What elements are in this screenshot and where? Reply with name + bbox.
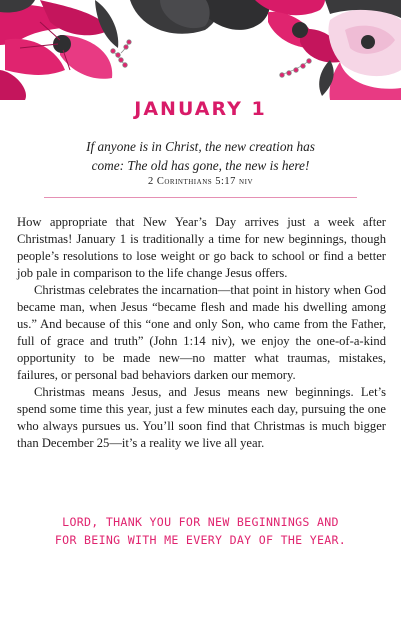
scripture-verse xyxy=(40,137,361,175)
paragraph-3: Christmas means Jesus, and Jesus means new beginnings. Let’s spend some time this year, just a few minutes each day, pursuing the one who always pursues us. You’ll soon find that Christmas is much bigger than December 25—it’s a reality we live all year. xyxy=(17,385,386,450)
verse-line-2: come: The old has gone, the new is here! xyxy=(91,158,310,173)
page-title: JANUARY 1 xyxy=(134,98,267,120)
paragraph-1: How appropriate that New Year’s Day arrives just a week after Christmas! January 1 is traditionally a time for new beginnings, though people’s resolutions to lose weight or go back to school or find a better job pale in comparison to the life change Jesus offers. xyxy=(17,215,386,280)
light-pink-flower xyxy=(328,9,401,100)
dark-flower-center xyxy=(130,0,270,34)
prayer-line-2: FOR BEING WITH ME EVERY DAY OF THE YEAR. xyxy=(54,533,347,547)
devotional-body xyxy=(17,214,386,452)
paragraph-2: Christmas celebrates the incarnation—that point in history when God became man, when Jesus “became flesh and made his dwelling among us.” And because of this “one and only Son, who came from the Father, full of grace and truth” (John 1:14 niv), we enjoy the one-of-a-kind opportunity to be made new—no matter what traumas, mistakes, failures, or personal bad behaviors darken our memory. xyxy=(17,283,386,382)
pink-flower-left xyxy=(0,0,112,100)
verse-line-1: If anyone is in Christ, the new creation has xyxy=(86,139,315,154)
divider-line xyxy=(44,197,357,198)
floral-header-illustration xyxy=(0,0,401,100)
berry-sprig-right xyxy=(280,59,312,78)
verse-reference: 2 Corinthians 5:17 niv xyxy=(147,176,253,187)
closing-prayer xyxy=(30,513,371,549)
prayer-line-1: LORD, THANK YOU FOR NEW BEGINNINGS AND xyxy=(62,515,339,529)
